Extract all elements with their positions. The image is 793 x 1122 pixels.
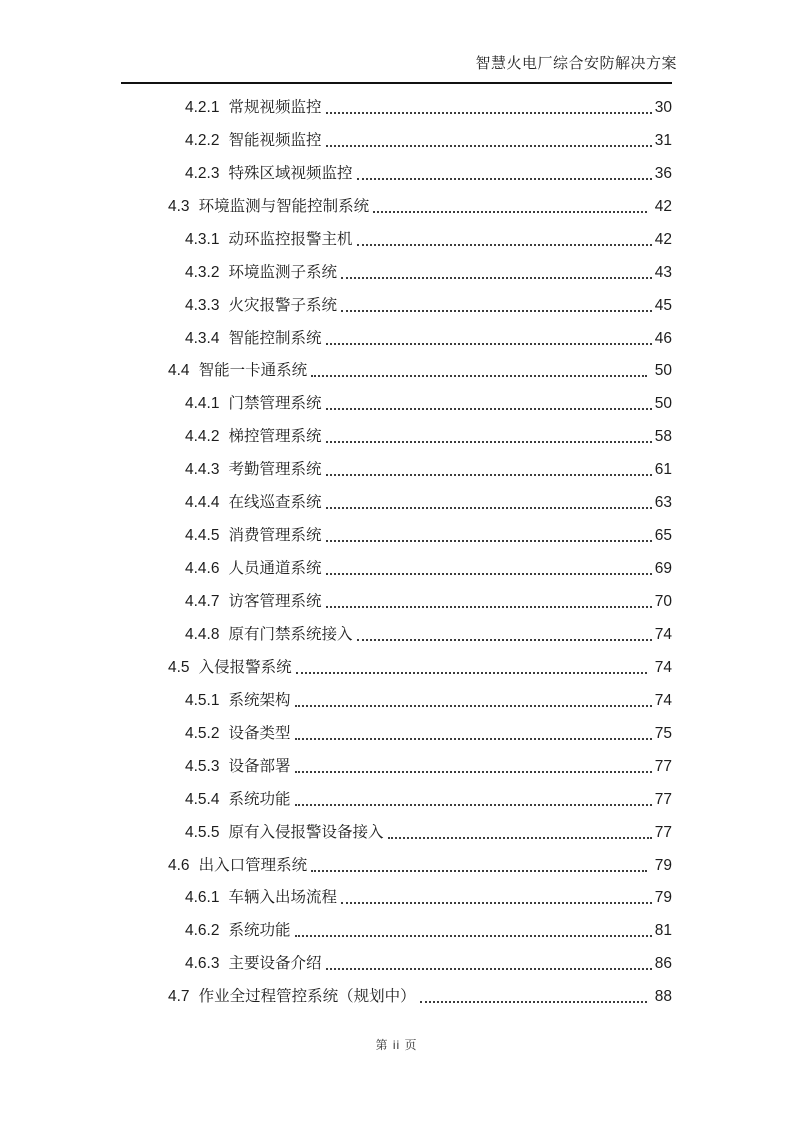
- toc-dotted-leader: [295, 935, 652, 937]
- toc-entry-page-number: 74: [654, 625, 672, 643]
- toc-entry-page-number: 74: [654, 658, 672, 676]
- toc-entry-page-number: 50: [654, 362, 672, 380]
- toc-dotted-leader: [341, 902, 652, 904]
- toc-entry-page-number: 77: [654, 790, 672, 808]
- toc-entry-title: 访客管理系统: [228, 593, 322, 610]
- toc-entry-number: 4.3: [168, 197, 190, 215]
- toc-entry-number: 4.4.3: [185, 461, 220, 479]
- toc-entry-title: 智能一卡通系统: [198, 362, 308, 380]
- toc-dotted-leader: [326, 968, 652, 970]
- toc-entry-title: 在线巡查系统: [228, 494, 322, 512]
- toc-entry-number: 4.3.1: [185, 230, 220, 248]
- toc-entry-number: 4.3.3: [185, 296, 220, 314]
- toc-entry: [121, 940, 672, 973]
- toc-entry-title: 考勤管理系统: [228, 461, 322, 479]
- footer-page-number: 第 ii 页: [375, 1038, 418, 1052]
- toc-dotted-leader: [341, 277, 652, 279]
- toc-entry-title: 作业全过程管控系统（规划中）: [198, 988, 416, 1006]
- toc-entry-number: 4.4.4: [185, 494, 220, 512]
- toc-entry-title: 设备类型: [228, 724, 291, 742]
- page-header-title: 智慧火电厂综合安防解决方案: [475, 55, 677, 72]
- toc-entry-title: 环境监测与智能控制系统: [198, 197, 370, 215]
- toc-entry-title: 动环监控报警主机: [228, 230, 353, 248]
- toc-entry-number: 4.4.8: [185, 625, 220, 643]
- toc-entry-number: 4.5.4: [185, 790, 220, 808]
- toc-entry-page-number: 58: [654, 428, 672, 446]
- toc-entry-title: 设备部署: [228, 757, 291, 775]
- toc-entry-title: 系统架构: [228, 691, 291, 709]
- toc-dotted-leader: [326, 441, 652, 443]
- toc-entry: [121, 578, 672, 611]
- toc-entry-page-number: 31: [654, 131, 672, 149]
- toc-entry-number: 4.3.4: [185, 329, 220, 347]
- toc-entry-page-number: 77: [654, 823, 672, 841]
- toc-dotted-leader: [295, 738, 652, 740]
- toc-entry: [121, 380, 672, 413]
- toc-entry-number: 4.7: [168, 988, 190, 1006]
- toc-entry-number: 4.5.2: [185, 724, 220, 742]
- toc-dotted-leader: [388, 837, 652, 839]
- toc-dotted-leader: [326, 408, 652, 410]
- toc-dotted-leader: [326, 145, 652, 147]
- toc-entry-title: 主要设备介绍: [228, 955, 322, 973]
- toc-dotted-leader: [311, 375, 647, 377]
- toc-entry: [121, 512, 672, 545]
- toc-entry-number: 4.4.7: [185, 593, 220, 610]
- toc-entry-number: 4.2.2: [185, 131, 220, 149]
- toc-dotted-leader: [326, 507, 652, 509]
- toc-entry: [121, 150, 672, 183]
- toc-entry-title: 人员通道系统: [228, 560, 322, 578]
- toc-entry-title: 车辆入出场流程: [228, 889, 337, 907]
- toc-dotted-leader: [295, 804, 652, 806]
- toc-entry: [121, 446, 672, 479]
- toc-entry-number: 4.5.3: [185, 757, 220, 775]
- toc-entry-page-number: 79: [654, 856, 672, 874]
- toc-dotted-leader: [357, 244, 652, 246]
- toc-dotted-leader: [357, 639, 652, 641]
- toc-entry-title: 原有门禁系统接入: [228, 625, 353, 643]
- toc-entry: [121, 249, 672, 282]
- toc-entry: [121, 117, 672, 150]
- toc-dotted-leader: [420, 1001, 647, 1003]
- toc-entry: [121, 809, 672, 842]
- toc-entry-page-number: 88: [654, 988, 672, 1006]
- toc-entry-number: 4.6: [168, 856, 190, 874]
- toc-entry-page-number: 61: [654, 461, 672, 479]
- toc-entry: [121, 315, 672, 348]
- toc-entry-title: 常规视频监控: [228, 98, 322, 116]
- toc-dotted-leader: [357, 178, 652, 180]
- toc-entry: [121, 479, 672, 512]
- toc-dotted-leader: [295, 705, 652, 707]
- toc-dotted-leader: [341, 310, 652, 312]
- toc-entry-page-number: 30: [654, 98, 672, 116]
- toc-entry-page-number: 36: [654, 164, 672, 182]
- toc-entry-number: 4.4.6: [185, 560, 220, 578]
- toc-dotted-leader: [373, 211, 647, 213]
- toc-entry-number: 4.3.2: [185, 263, 220, 281]
- toc-entry-number: 4.2.1: [185, 98, 220, 116]
- toc-dotted-leader: [326, 540, 652, 542]
- toc-dotted-leader: [295, 771, 652, 773]
- toc-entry-number: 4.6.2: [185, 922, 220, 940]
- toc-dotted-leader: [326, 606, 652, 608]
- toc-entry-title: 智能视频监控: [228, 131, 322, 149]
- toc-entry-number: 4.5.1: [185, 691, 220, 709]
- toc-entry-number: 4.4.2: [185, 428, 220, 446]
- toc-entry-page-number: 69: [654, 560, 672, 578]
- toc-entry-title: 火灾报警子系统: [228, 296, 337, 314]
- toc-entry-number: 4.4.5: [185, 527, 220, 545]
- toc-entry: [121, 875, 672, 908]
- toc-entry-number: 4.4.1: [185, 395, 220, 413]
- toc-entry: [121, 743, 672, 776]
- toc-entry: [121, 413, 672, 446]
- toc-entry-page-number: 63: [654, 494, 672, 512]
- toc-entry: [121, 973, 672, 1006]
- toc-entry-title: 梯控管理系统: [228, 428, 322, 446]
- toc-entry-number: 4.4: [168, 362, 190, 380]
- toc-entry: [121, 611, 672, 644]
- toc-entry-title: 消费管理系统: [228, 527, 322, 545]
- toc-dotted-leader: [296, 672, 647, 674]
- toc-entry: [121, 907, 672, 940]
- toc-entry-title: 门禁管理系统: [228, 395, 322, 413]
- toc-entry: [121, 216, 672, 249]
- toc-entry-title: 原有入侵报警设备接入: [228, 823, 384, 841]
- toc-dotted-leader: [326, 343, 652, 345]
- toc-entry-title: 出入口管理系统: [198, 856, 308, 874]
- toc-entry-number: 4.2.3: [185, 164, 220, 182]
- toc-entry-number: 4.6.3: [185, 955, 220, 973]
- toc-entry-title: 环境监测子系统: [228, 263, 337, 281]
- toc-entry-title: 入侵报警系统: [198, 658, 292, 676]
- toc-entry: [121, 84, 672, 117]
- toc-entry: [121, 183, 672, 216]
- toc-entry: [121, 710, 672, 743]
- toc-entry-title: 系统功能: [228, 922, 291, 940]
- toc-entry: [121, 282, 672, 315]
- toc-entry: [121, 842, 672, 875]
- toc-entry-number: 4.6.1: [185, 889, 220, 907]
- toc-entry-page-number: 46: [654, 329, 672, 347]
- toc-entry-page-number: 42: [654, 230, 672, 248]
- toc-entry: [121, 644, 672, 677]
- toc-entry-page-number: 74: [654, 691, 672, 709]
- toc-entry-page-number: 81: [654, 922, 672, 940]
- toc-dotted-leader: [326, 112, 652, 114]
- toc-entry-title: 系统功能: [228, 790, 291, 808]
- toc-entry: [121, 776, 672, 809]
- toc-entry-page-number: 75: [654, 724, 672, 742]
- toc-entry-page-number: 45: [654, 296, 672, 314]
- toc-entry-page-number: 86: [654, 955, 672, 973]
- toc-entry-page-number: 70: [654, 593, 672, 610]
- toc-entry-title: 特殊区域视频监控: [228, 164, 353, 182]
- toc-dotted-leader: [326, 573, 652, 575]
- toc-entry-page-number: 79: [654, 889, 672, 907]
- toc-dotted-leader: [311, 870, 647, 872]
- toc-entry-number: 4.5.5: [185, 823, 220, 841]
- toc-entry-page-number: 77: [654, 757, 672, 775]
- toc-entry: [121, 348, 672, 381]
- toc-entry-page-number: 65: [654, 527, 672, 545]
- toc-dotted-leader: [326, 474, 652, 476]
- toc-entry-number: 4.5: [168, 658, 190, 676]
- toc-entry-page-number: 50: [654, 395, 672, 413]
- toc-entry-page-number: 42: [654, 197, 672, 215]
- toc-entry-title: 智能控制系统: [228, 329, 322, 347]
- toc-list: [121, 84, 672, 1006]
- toc-entry: [121, 677, 672, 710]
- toc-entry-page-number: 43: [654, 263, 672, 281]
- toc-entry: [121, 545, 672, 578]
